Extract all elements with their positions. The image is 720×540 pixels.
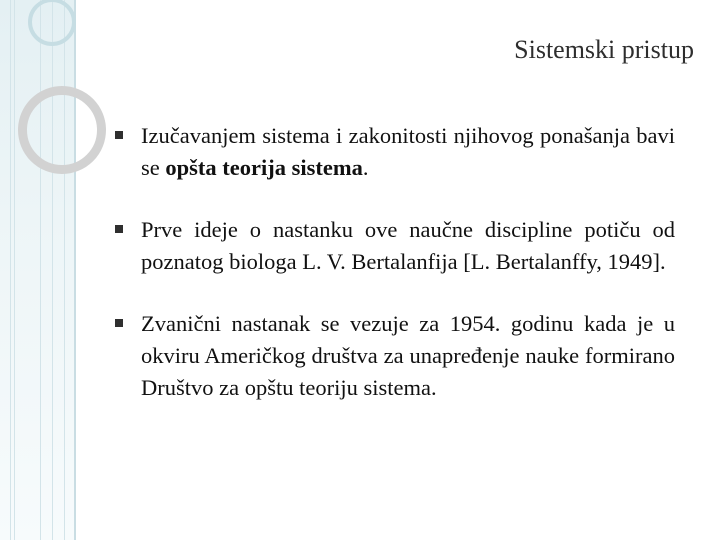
sidebar-stripe bbox=[40, 0, 41, 540]
sidebar-stripe bbox=[10, 0, 11, 540]
sidebar-stripe bbox=[64, 0, 65, 540]
bullet-bold-term: opšta teorija sistema bbox=[165, 155, 363, 180]
sidebar-stripe bbox=[52, 0, 53, 540]
sidebar-stripe bbox=[14, 0, 15, 540]
slide-content bbox=[113, 120, 675, 434]
bullet-text: Izučavanjem sistema i zakonitosti njihovog ponašanja bavi se bbox=[141, 123, 675, 180]
square-bullet-icon bbox=[115, 225, 123, 233]
square-bullet-icon bbox=[115, 319, 123, 327]
square-bullet-icon bbox=[115, 131, 123, 139]
bullet-text: Prve ideje o nastanku ove naučne discipline potiču od poznatog biologa L. V. Bertalanfija [L. Bertalanffy, 1949]. bbox=[141, 217, 675, 274]
decorative-ring-small bbox=[28, 0, 76, 46]
bullet-item-3 bbox=[113, 308, 675, 404]
bullet-text: Zvanični nastanak se vezuje za 1954. godinu kada je u okviru Američkog društva za unapređenje nauke formirano Društvo za opštu teoriju sistema. bbox=[141, 311, 675, 400]
decorative-sidebar bbox=[0, 0, 76, 540]
bullet-item-2 bbox=[113, 214, 675, 278]
bullet-item-1 bbox=[113, 120, 675, 184]
bullet-text-end: . bbox=[362, 155, 369, 180]
slide-title: Sistemski pristup bbox=[514, 35, 694, 64]
decorative-ring-large bbox=[18, 86, 106, 174]
